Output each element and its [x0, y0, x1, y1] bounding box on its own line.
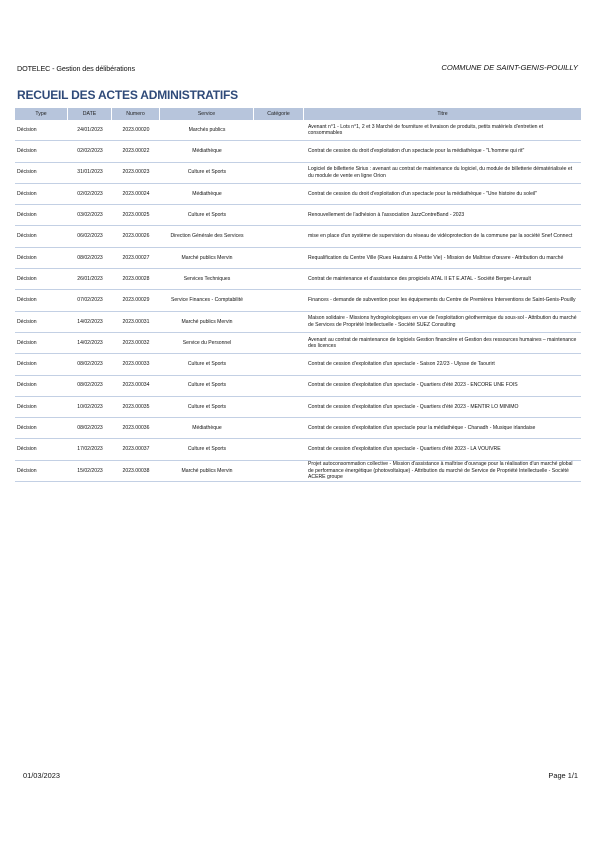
cell-date: 17/02/2023	[68, 439, 112, 460]
cell-titre: Contrat de cession d'exploitation d'un spectacle pour la médiathèque - Chanadh - Musique irlandaise	[304, 418, 581, 439]
cell-date: 08/02/2023	[68, 248, 112, 269]
table-row	[15, 205, 581, 226]
cell-titre: Logiciel de billetterie Sirius : avenant au contrat de maintenance du logiciel, du module de billetterie dématérialisée et du module de vente en ligne Orion	[304, 163, 581, 184]
cell-type: Décision	[15, 184, 68, 205]
cell-service: Service Finances - Comptabilité	[160, 290, 254, 311]
cell-categorie	[254, 354, 304, 375]
cell-service: Services Techniques	[160, 269, 254, 290]
cell-categorie	[254, 418, 304, 439]
column-header: Catégorie	[254, 108, 304, 120]
table-row	[15, 418, 581, 439]
cell-categorie	[254, 290, 304, 311]
table-row	[15, 397, 581, 418]
cell-type: Décision	[15, 418, 68, 439]
cell-numero: 2023.00036	[112, 418, 160, 439]
page-number: Page 1/1	[548, 771, 578, 780]
cell-numero: 2023.00028	[112, 269, 160, 290]
cell-service: Direction Générale des Services	[160, 226, 254, 247]
cell-date: 15/02/2023	[68, 461, 112, 482]
cell-date: 24/01/2023	[68, 120, 112, 141]
cell-titre: Maison solidaire - Missions hydrogéologiques en vue de l'exploitation géothermique du sous-sol - Attribution du marché de Services de Propriété Intellectuelle - Société SUEZ Consulting	[304, 312, 581, 333]
cell-type: Décision	[15, 205, 68, 226]
cell-numero: 2023.00034	[112, 376, 160, 397]
column-header: DATE	[68, 108, 112, 120]
app-name: DOTELEC - Gestion des délibérations	[17, 64, 135, 73]
cell-type: Décision	[15, 269, 68, 290]
cell-titre: Projet autoconsommation collective - Mission d'assistance à maîtrise d'ouvrage pour la réalisation d'un marché global de performance énergétique (photovoltaïque) - Attribution du marché de Service de Propriété Intellectuelle - Société ACERE groupe	[304, 461, 581, 482]
cell-titre: Requalification du Centre Ville (Rues Hautains & Petite Vie) - Mission de Maîtrise d'œuvre - Attribution du marché	[304, 248, 581, 269]
table-row	[15, 184, 581, 205]
cell-type: Décision	[15, 354, 68, 375]
cell-titre: Finances - demande de subvention pour les équipements du Centre de Premières Interventions de Saint-Genis-Pouilly	[304, 290, 581, 311]
cell-categorie	[254, 163, 304, 184]
cell-service: Culture et Sports	[160, 205, 254, 226]
cell-date: 02/02/2023	[68, 184, 112, 205]
cell-type: Décision	[15, 290, 68, 311]
column-header: Titre	[304, 108, 581, 120]
cell-titre: Renouvellement de l'adhésion à l'association JazzContreBand - 2023	[304, 205, 581, 226]
cell-numero: 2023.00020	[112, 120, 160, 141]
cell-service: Marché publics Mervin	[160, 312, 254, 333]
cell-titre: Contrat de cession du droit d'exploitation d'un spectacle pour la médiathèque - "Une histoire du soleil"	[304, 184, 581, 205]
cell-service: Culture et Sports	[160, 163, 254, 184]
table-row	[15, 120, 581, 141]
cell-categorie	[254, 248, 304, 269]
cell-service: Marché publics Mervin	[160, 461, 254, 482]
cell-type: Décision	[15, 141, 68, 162]
cell-date: 08/02/2023	[68, 418, 112, 439]
cell-service: Marchés publics	[160, 120, 254, 141]
cell-categorie	[254, 461, 304, 482]
cell-date: 31/01/2023	[68, 163, 112, 184]
cell-categorie	[254, 269, 304, 290]
cell-date: 10/02/2023	[68, 397, 112, 418]
cell-service: Culture et Sports	[160, 354, 254, 375]
table-row	[15, 354, 581, 375]
cell-date: 08/02/2023	[68, 376, 112, 397]
cell-categorie	[254, 184, 304, 205]
cell-numero: 2023.00031	[112, 312, 160, 333]
cell-type: Décision	[15, 163, 68, 184]
cell-numero: 2023.00027	[112, 248, 160, 269]
cell-service: Service du Personnel	[160, 333, 254, 354]
cell-type: Décision	[15, 248, 68, 269]
cell-service: Marché publics Mervin	[160, 248, 254, 269]
cell-numero: 2023.00023	[112, 163, 160, 184]
table-body	[15, 120, 581, 482]
cell-type: Décision	[15, 376, 68, 397]
actes-table	[15, 108, 581, 482]
cell-date: 06/02/2023	[68, 226, 112, 247]
table-row	[15, 439, 581, 460]
column-header: Numero	[112, 108, 160, 120]
cell-titre: Contrat de cession d'exploitation d'un spectacle - Quartiers d'été 2023 - LA VOUIVRE	[304, 439, 581, 460]
cell-service: Médiathèque	[160, 141, 254, 162]
cell-numero: 2023.00022	[112, 141, 160, 162]
document-title: RECUEIL DES ACTES ADMINISTRATIFS	[17, 88, 238, 102]
cell-categorie	[254, 226, 304, 247]
table-row	[15, 312, 581, 333]
table-row	[15, 141, 581, 162]
cell-titre: Contrat de maintenance et d'assistance des progiciels ATAL II ET E.ATAL - Société Berger-Levrault	[304, 269, 581, 290]
cell-numero: 2023.00033	[112, 354, 160, 375]
cell-service: Médiathèque	[160, 418, 254, 439]
cell-numero: 2023.00025	[112, 205, 160, 226]
cell-type: Décision	[15, 397, 68, 418]
cell-numero: 2023.00026	[112, 226, 160, 247]
cell-categorie	[254, 205, 304, 226]
table-row	[15, 248, 581, 269]
cell-numero: 2023.00037	[112, 439, 160, 460]
table-row	[15, 163, 581, 184]
table-row	[15, 376, 581, 397]
cell-date: 26/01/2023	[68, 269, 112, 290]
cell-titre: Contrat de cession d'exploitation d'un spectacle - Quartiers d'été 2023 - ENCORE UNE FOIS	[304, 376, 581, 397]
cell-type: Décision	[15, 461, 68, 482]
table-row	[15, 333, 581, 354]
cell-categorie	[254, 141, 304, 162]
print-date: 01/03/2023	[23, 771, 60, 780]
cell-date: 14/02/2023	[68, 312, 112, 333]
cell-service: Médiathèque	[160, 184, 254, 205]
cell-numero: 2023.00024	[112, 184, 160, 205]
cell-titre: mise en place d'un système de supervision du réseau de vidéoprotection de la commune par la société Snef Connect	[304, 226, 581, 247]
cell-date: 07/02/2023	[68, 290, 112, 311]
cell-service: Culture et Sports	[160, 376, 254, 397]
cell-date: 08/02/2023	[68, 354, 112, 375]
table-row	[15, 269, 581, 290]
table-row	[15, 461, 581, 482]
cell-titre: Contrat de cession d'exploitation d'un spectacle - Saison 22/23 - Ulysse de Taourirt	[304, 354, 581, 375]
cell-titre: Avenant au contrat de maintenance de logiciels Gestion financière et Gestion des ressources humaines – maintenance des licences	[304, 333, 581, 354]
column-header: Service	[160, 108, 254, 120]
cell-date: 03/02/2023	[68, 205, 112, 226]
cell-type: Décision	[15, 312, 68, 333]
table-header	[15, 108, 581, 120]
table-row	[15, 226, 581, 247]
cell-type: Décision	[15, 333, 68, 354]
cell-titre: Contrat de cession d'exploitation d'un spectacle - Quartiers d'été 2023 - MENTIR LO MINIMO	[304, 397, 581, 418]
cell-type: Décision	[15, 226, 68, 247]
cell-categorie	[254, 376, 304, 397]
cell-date: 14/02/2023	[68, 333, 112, 354]
cell-titre: Avenant n°1 - Lots n°1, 2 et 3 Marché de fourniture et livraison de produits, petits matériels d'entretien et consommables	[304, 120, 581, 141]
cell-titre: Contrat de cession du droit d'exploitation d'un spectacle pour la médiathèque - "L'homme qui rit"	[304, 141, 581, 162]
cell-numero: 2023.00035	[112, 397, 160, 418]
cell-categorie	[254, 312, 304, 333]
cell-service: Culture et Sports	[160, 439, 254, 460]
table-row	[15, 290, 581, 311]
cell-numero: 2023.00029	[112, 290, 160, 311]
cell-categorie	[254, 120, 304, 141]
commune-name: COMMUNE DE SAINT-GENIS-POUILLY	[441, 63, 578, 72]
cell-type: Décision	[15, 120, 68, 141]
cell-categorie	[254, 397, 304, 418]
cell-categorie	[254, 439, 304, 460]
cell-numero: 2023.00038	[112, 461, 160, 482]
cell-service: Culture et Sports	[160, 397, 254, 418]
cell-categorie	[254, 333, 304, 354]
cell-type: Décision	[15, 439, 68, 460]
cell-numero: 2023.00032	[112, 333, 160, 354]
column-header: Type	[15, 108, 68, 120]
cell-date: 02/02/2023	[68, 141, 112, 162]
